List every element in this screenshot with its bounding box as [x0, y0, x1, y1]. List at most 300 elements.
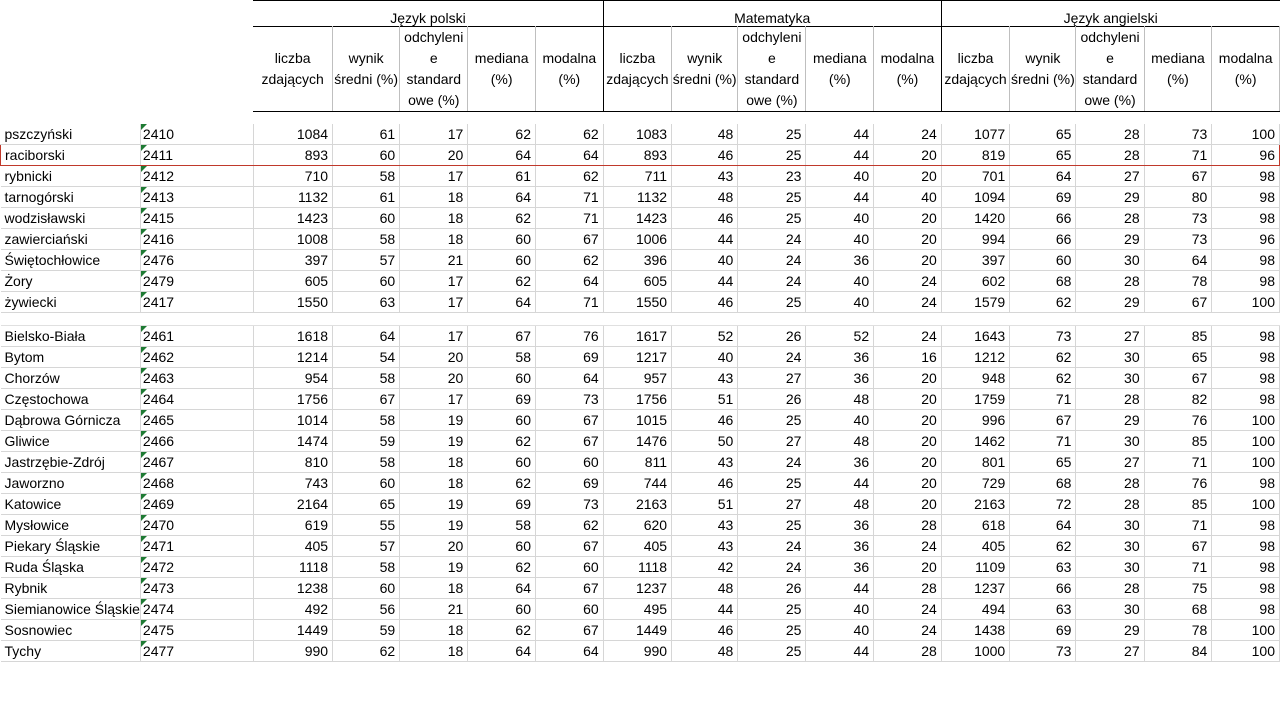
cell-value[interactable]: 67	[468, 326, 536, 347]
cell-value[interactable]: 44	[672, 271, 738, 292]
table-row[interactable]	[1, 229, 1280, 250]
cell-value[interactable]: 397	[253, 250, 332, 271]
cell-value[interactable]: 62	[535, 250, 603, 271]
cell-name[interactable]: Rybnik	[1, 578, 141, 599]
cell-value[interactable]: 701	[941, 166, 1009, 187]
cell-value[interactable]: 71	[1144, 145, 1212, 166]
cell-value[interactable]: 20	[874, 452, 942, 473]
cell-value[interactable]: 19	[400, 494, 468, 515]
cell-value[interactable]: 100	[1212, 124, 1280, 145]
cell-value[interactable]: 30	[1076, 515, 1144, 536]
cell-value[interactable]: 20	[874, 473, 942, 494]
cell-value[interactable]: 61	[333, 124, 400, 145]
cell-value[interactable]: 18	[400, 229, 468, 250]
cell-value[interactable]: 20	[400, 347, 468, 368]
cell-value[interactable]: 1462	[941, 431, 1009, 452]
cell-value[interactable]: 1423	[253, 208, 332, 229]
cell-value[interactable]: 65	[333, 494, 400, 515]
table-row[interactable]	[1, 124, 1280, 145]
table-row[interactable]	[1, 166, 1280, 187]
cell-value[interactable]: 36	[806, 250, 874, 271]
cell-value[interactable]: 42	[672, 557, 738, 578]
cell-value[interactable]: 25	[738, 145, 806, 166]
cell-value[interactable]: 397	[941, 250, 1009, 271]
cell-value[interactable]: 25	[738, 599, 806, 620]
cell-value[interactable]: 20	[874, 431, 942, 452]
cell-value[interactable]: 43	[672, 368, 738, 389]
cell-value[interactable]: 819	[941, 145, 1009, 166]
cell-value[interactable]: 51	[672, 494, 738, 515]
cell-value[interactable]: 1550	[603, 292, 671, 313]
cell-value[interactable]: 44	[672, 229, 738, 250]
cell-value[interactable]: 68	[1144, 599, 1212, 620]
table-row[interactable]	[1, 557, 1280, 578]
cell-value[interactable]: 30	[1076, 250, 1144, 271]
cell-value[interactable]: 40	[672, 250, 738, 271]
cell-value[interactable]: 27	[738, 431, 806, 452]
cell-value[interactable]: 60	[535, 557, 603, 578]
cell-value[interactable]: 1756	[603, 389, 671, 410]
cell-value[interactable]: 76	[535, 326, 603, 347]
cell-value[interactable]: 1438	[941, 620, 1009, 641]
cell-value[interactable]: 73	[1144, 208, 1212, 229]
cell-value[interactable]: 620	[603, 515, 671, 536]
cell-value[interactable]: 98	[1212, 166, 1280, 187]
cell-value[interactable]: 25	[738, 124, 806, 145]
cell-value[interactable]: 20	[874, 208, 942, 229]
cell-value[interactable]: 73	[535, 389, 603, 410]
cell-value[interactable]: 28	[1076, 389, 1144, 410]
cell-value[interactable]: 17	[400, 166, 468, 187]
cell-value[interactable]: 65	[1010, 145, 1076, 166]
cell-value[interactable]: 71	[1010, 389, 1076, 410]
cell-value[interactable]: 405	[941, 536, 1009, 557]
cell-value[interactable]: 40	[806, 620, 874, 641]
cell-value[interactable]: 1118	[603, 557, 671, 578]
cell-value[interactable]: 1014	[253, 410, 332, 431]
cell-value[interactable]: 60	[468, 452, 536, 473]
cell-value[interactable]: 43	[672, 515, 738, 536]
cell-value[interactable]: 24	[738, 536, 806, 557]
cell-value[interactable]: 1237	[603, 578, 671, 599]
cell-value[interactable]: 811	[603, 452, 671, 473]
cell-value[interactable]: 69	[468, 389, 536, 410]
cell-value[interactable]: 30	[1076, 599, 1144, 620]
cell-value[interactable]: 64	[535, 641, 603, 662]
cell-value[interactable]: 58	[333, 166, 400, 187]
cell-value[interactable]: 48	[672, 187, 738, 208]
cell-code[interactable]: 2473	[140, 578, 253, 599]
cell-value[interactable]: 67	[535, 620, 603, 641]
cell-value[interactable]: 60	[468, 536, 536, 557]
cell-value[interactable]: 68	[1010, 473, 1076, 494]
cell-code[interactable]: 2474	[140, 599, 253, 620]
cell-value[interactable]: 98	[1212, 473, 1280, 494]
cell-value[interactable]: 1015	[603, 410, 671, 431]
cell-value[interactable]: 62	[468, 124, 536, 145]
cell-value[interactable]: 71	[1144, 452, 1212, 473]
cell-value[interactable]: 64	[333, 326, 400, 347]
cell-value[interactable]: 64	[535, 368, 603, 389]
cell-value[interactable]: 18	[400, 473, 468, 494]
cell-value[interactable]: 994	[941, 229, 1009, 250]
cell-value[interactable]: 36	[806, 557, 874, 578]
cell-value[interactable]: 58	[468, 347, 536, 368]
cell-value[interactable]: 66	[1010, 229, 1076, 250]
cell-value[interactable]: 64	[468, 578, 536, 599]
cell-value[interactable]: 48	[806, 389, 874, 410]
cell-value[interactable]: 28	[874, 578, 942, 599]
cell-value[interactable]: 64	[468, 187, 536, 208]
cell-value[interactable]: 67	[1144, 368, 1212, 389]
cell-value[interactable]: 24	[738, 250, 806, 271]
cell-value[interactable]: 68	[1010, 271, 1076, 292]
cell-value[interactable]: 48	[672, 641, 738, 662]
cell-value[interactable]: 28	[1076, 473, 1144, 494]
cell-value[interactable]: 1756	[253, 389, 332, 410]
cell-value[interactable]: 1132	[253, 187, 332, 208]
cell-code[interactable]: 2464	[140, 389, 253, 410]
cell-value[interactable]: 1617	[603, 326, 671, 347]
cell-name[interactable]: rybnicki	[1, 166, 141, 187]
cell-value[interactable]: 40	[806, 208, 874, 229]
cell-name[interactable]: Świętochłowice	[1, 250, 141, 271]
cell-value[interactable]: 60	[333, 271, 400, 292]
cell-value[interactable]: 60	[468, 250, 536, 271]
cell-value[interactable]: 66	[1010, 578, 1076, 599]
cell-value[interactable]: 62	[468, 271, 536, 292]
cell-value[interactable]: 48	[806, 494, 874, 515]
cell-value[interactable]: 46	[672, 208, 738, 229]
cell-code[interactable]: 2461	[140, 326, 253, 347]
cell-value[interactable]: 24	[874, 599, 942, 620]
cell-value[interactable]: 40	[806, 292, 874, 313]
cell-code[interactable]: 2471	[140, 536, 253, 557]
cell-value[interactable]: 62	[535, 124, 603, 145]
cell-value[interactable]: 29	[1076, 620, 1144, 641]
cell-value[interactable]: 80	[1144, 187, 1212, 208]
cell-value[interactable]: 18	[400, 208, 468, 229]
cell-value[interactable]: 67	[535, 229, 603, 250]
cell-value[interactable]: 67	[535, 431, 603, 452]
cell-name[interactable]: Mysłowice	[1, 515, 141, 536]
cell-value[interactable]: 24	[738, 347, 806, 368]
cell-value[interactable]: 20	[874, 145, 942, 166]
cell-code[interactable]: 2417	[140, 292, 253, 313]
cell-value[interactable]: 82	[1144, 389, 1212, 410]
cell-value[interactable]: 62	[535, 515, 603, 536]
cell-value[interactable]: 60	[333, 145, 400, 166]
cell-value[interactable]: 28	[1076, 208, 1144, 229]
cell-value[interactable]: 67	[1010, 410, 1076, 431]
cell-code[interactable]: 2411	[140, 145, 253, 166]
cell-value[interactable]: 27	[738, 368, 806, 389]
table-row[interactable]	[1, 208, 1280, 229]
cell-value[interactable]: 64	[1010, 166, 1076, 187]
cell-name[interactable]: Jastrzębie-Zdrój	[1, 452, 141, 473]
cell-value[interactable]: 72	[1010, 494, 1076, 515]
cell-value[interactable]: 996	[941, 410, 1009, 431]
cell-value[interactable]: 24	[738, 452, 806, 473]
cell-value[interactable]: 43	[672, 166, 738, 187]
cell-value[interactable]: 1083	[603, 124, 671, 145]
cell-value[interactable]: 71	[1144, 557, 1212, 578]
table-row[interactable]	[1, 473, 1280, 494]
cell-value[interactable]: 17	[400, 292, 468, 313]
cell-value[interactable]: 1618	[253, 326, 332, 347]
cell-value[interactable]: 990	[603, 641, 671, 662]
cell-value[interactable]: 1420	[941, 208, 1009, 229]
cell-name[interactable]: pszczyński	[1, 124, 141, 145]
cell-value[interactable]: 71	[1144, 515, 1212, 536]
cell-name[interactable]: żywiecki	[1, 292, 141, 313]
cell-code[interactable]: 2416	[140, 229, 253, 250]
cell-value[interactable]: 58	[333, 557, 400, 578]
cell-value[interactable]: 71	[535, 292, 603, 313]
cell-value[interactable]: 1238	[253, 578, 332, 599]
cell-value[interactable]: 20	[400, 536, 468, 557]
cell-value[interactable]: 18	[400, 452, 468, 473]
cell-name[interactable]: Bielsko-Biała	[1, 326, 141, 347]
cell-value[interactable]: 30	[1076, 536, 1144, 557]
cell-value[interactable]: 25	[738, 208, 806, 229]
cell-value[interactable]: 64	[1144, 250, 1212, 271]
cell-value[interactable]: 30	[1076, 431, 1144, 452]
cell-value[interactable]: 73	[535, 494, 603, 515]
cell-value[interactable]: 17	[400, 271, 468, 292]
cell-value[interactable]: 63	[1010, 599, 1076, 620]
cell-value[interactable]: 20	[874, 410, 942, 431]
cell-value[interactable]: 60	[468, 410, 536, 431]
cell-value[interactable]: 98	[1212, 208, 1280, 229]
cell-name[interactable]: tarnogórski	[1, 187, 141, 208]
cell-name[interactable]: Jaworzno	[1, 473, 141, 494]
cell-code[interactable]: 2477	[140, 641, 253, 662]
cell-value[interactable]: 64	[535, 145, 603, 166]
cell-value[interactable]: 1643	[941, 326, 1009, 347]
cell-value[interactable]: 25	[738, 515, 806, 536]
cell-value[interactable]: 711	[603, 166, 671, 187]
cell-value[interactable]: 60	[535, 599, 603, 620]
cell-value[interactable]: 84	[1144, 641, 1212, 662]
cell-value[interactable]: 29	[1076, 229, 1144, 250]
cell-value[interactable]: 18	[400, 578, 468, 599]
cell-value[interactable]: 60	[468, 368, 536, 389]
cell-value[interactable]: 36	[806, 452, 874, 473]
table-row[interactable]	[1, 326, 1280, 347]
cell-value[interactable]: 85	[1144, 494, 1212, 515]
cell-value[interactable]: 60	[333, 578, 400, 599]
cell-value[interactable]: 65	[1010, 452, 1076, 473]
cell-value[interactable]: 24	[738, 271, 806, 292]
cell-value[interactable]: 44	[806, 124, 874, 145]
cell-code[interactable]: 2472	[140, 557, 253, 578]
cell-value[interactable]: 62	[1010, 536, 1076, 557]
cell-value[interactable]: 23	[738, 166, 806, 187]
cell-value[interactable]: 60	[333, 473, 400, 494]
cell-value[interactable]: 1077	[941, 124, 1009, 145]
cell-value[interactable]: 98	[1212, 326, 1280, 347]
cell-value[interactable]: 75	[1144, 578, 1212, 599]
cell-value[interactable]: 100	[1212, 641, 1280, 662]
cell-code[interactable]: 2476	[140, 250, 253, 271]
table-row[interactable]	[1, 292, 1280, 313]
cell-value[interactable]: 602	[941, 271, 1009, 292]
cell-value[interactable]: 1550	[253, 292, 332, 313]
cell-value[interactable]: 98	[1212, 599, 1280, 620]
cell-value[interactable]: 36	[806, 515, 874, 536]
cell-value[interactable]: 57	[333, 250, 400, 271]
table-row[interactable]	[1, 578, 1280, 599]
cell-value[interactable]: 60	[333, 208, 400, 229]
cell-value[interactable]: 100	[1212, 431, 1280, 452]
cell-value[interactable]: 19	[400, 410, 468, 431]
cell-value[interactable]: 100	[1212, 620, 1280, 641]
table-row[interactable]	[1, 641, 1280, 662]
cell-value[interactable]: 73	[1010, 641, 1076, 662]
cell-value[interactable]: 1217	[603, 347, 671, 368]
table-row[interactable]	[1, 389, 1280, 410]
cell-value[interactable]: 1118	[253, 557, 332, 578]
cell-value[interactable]: 57	[333, 536, 400, 557]
cell-value[interactable]: 28	[1076, 578, 1144, 599]
table-row[interactable]	[1, 620, 1280, 641]
cell-value[interactable]: 28	[1076, 494, 1144, 515]
cell-value[interactable]: 27	[1076, 452, 1144, 473]
cell-value[interactable]: 40	[672, 347, 738, 368]
cell-value[interactable]: 618	[941, 515, 1009, 536]
cell-value[interactable]: 957	[603, 368, 671, 389]
cell-value[interactable]: 990	[253, 641, 332, 662]
cell-value[interactable]: 30	[1076, 347, 1144, 368]
cell-value[interactable]: 27	[1076, 326, 1144, 347]
cell-value[interactable]: 48	[806, 431, 874, 452]
cell-value[interactable]: 18	[400, 620, 468, 641]
cell-value[interactable]: 67	[535, 578, 603, 599]
table-row[interactable]	[1, 271, 1280, 292]
cell-value[interactable]: 76	[1144, 473, 1212, 494]
cell-value[interactable]: 27	[738, 494, 806, 515]
cell-value[interactable]: 20	[400, 368, 468, 389]
cell-name[interactable]: Chorzów	[1, 368, 141, 389]
cell-value[interactable]: 25	[738, 620, 806, 641]
cell-value[interactable]: 52	[672, 326, 738, 347]
cell-name[interactable]: Sosnowiec	[1, 620, 141, 641]
table-row[interactable]	[1, 536, 1280, 557]
cell-value[interactable]: 58	[468, 515, 536, 536]
cell-value[interactable]: 46	[672, 473, 738, 494]
cell-value[interactable]: 78	[1144, 271, 1212, 292]
cell-value[interactable]: 69	[1010, 620, 1076, 641]
cell-value[interactable]: 25	[738, 473, 806, 494]
cell-value[interactable]: 495	[603, 599, 671, 620]
cell-value[interactable]: 44	[672, 599, 738, 620]
cell-value[interactable]: 1006	[603, 229, 671, 250]
cell-value[interactable]: 26	[738, 389, 806, 410]
cell-value[interactable]: 29	[1076, 410, 1144, 431]
cell-code[interactable]: 2470	[140, 515, 253, 536]
cell-value[interactable]: 98	[1212, 368, 1280, 389]
cell-value[interactable]: 58	[333, 452, 400, 473]
cell-value[interactable]: 17	[400, 389, 468, 410]
cell-value[interactable]: 17	[400, 326, 468, 347]
cell-value[interactable]: 51	[672, 389, 738, 410]
cell-code[interactable]: 2410	[140, 124, 253, 145]
cell-value[interactable]: 19	[400, 557, 468, 578]
cell-value[interactable]: 24	[874, 124, 942, 145]
cell-value[interactable]: 52	[806, 326, 874, 347]
cell-value[interactable]: 44	[806, 578, 874, 599]
cell-value[interactable]: 63	[1010, 557, 1076, 578]
cell-value[interactable]: 67	[535, 536, 603, 557]
cell-name[interactable]: Tychy	[1, 641, 141, 662]
cell-value[interactable]: 59	[333, 431, 400, 452]
cell-value[interactable]: 64	[468, 641, 536, 662]
cell-value[interactable]: 954	[253, 368, 332, 389]
cell-value[interactable]: 20	[874, 389, 942, 410]
cell-value[interactable]: 494	[941, 599, 1009, 620]
cell-value[interactable]: 1237	[941, 578, 1009, 599]
table-row[interactable]	[1, 452, 1280, 473]
cell-value[interactable]: 21	[400, 250, 468, 271]
cell-value[interactable]: 58	[333, 368, 400, 389]
cell-value[interactable]: 948	[941, 368, 1009, 389]
cell-value[interactable]: 98	[1212, 187, 1280, 208]
cell-value[interactable]: 64	[535, 271, 603, 292]
cell-value[interactable]: 1212	[941, 347, 1009, 368]
cell-value[interactable]: 17	[400, 124, 468, 145]
cell-value[interactable]: 100	[1212, 410, 1280, 431]
cell-value[interactable]: 48	[672, 578, 738, 599]
cell-value[interactable]: 67	[535, 410, 603, 431]
cell-value[interactable]: 27	[1076, 641, 1144, 662]
cell-value[interactable]: 20	[874, 368, 942, 389]
cell-value[interactable]: 62	[468, 208, 536, 229]
cell-value[interactable]: 44	[806, 641, 874, 662]
cell-name[interactable]: Częstochowa	[1, 389, 141, 410]
cell-value[interactable]: 78	[1144, 620, 1212, 641]
cell-value[interactable]: 1474	[253, 431, 332, 452]
table-row[interactable]	[1, 187, 1280, 208]
cell-value[interactable]: 19	[400, 515, 468, 536]
cell-value[interactable]: 2163	[603, 494, 671, 515]
cell-value[interactable]: 61	[333, 187, 400, 208]
table-row[interactable]	[1, 368, 1280, 389]
cell-value[interactable]: 36	[806, 347, 874, 368]
cell-value[interactable]: 605	[603, 271, 671, 292]
cell-value[interactable]: 24	[874, 292, 942, 313]
cell-value[interactable]: 59	[333, 620, 400, 641]
cell-value[interactable]: 58	[333, 229, 400, 250]
cell-code[interactable]: 2467	[140, 452, 253, 473]
cell-value[interactable]: 20	[874, 166, 942, 187]
cell-value[interactable]: 405	[603, 536, 671, 557]
cell-value[interactable]: 62	[468, 620, 536, 641]
cell-value[interactable]: 20	[874, 229, 942, 250]
cell-code[interactable]: 2412	[140, 166, 253, 187]
cell-value[interactable]: 1449	[253, 620, 332, 641]
cell-name[interactable]: Ruda Śląska	[1, 557, 141, 578]
cell-name[interactable]: Gliwice	[1, 431, 141, 452]
table-row[interactable]	[1, 599, 1280, 620]
cell-value[interactable]: 1084	[253, 124, 332, 145]
cell-value[interactable]: 20	[874, 250, 942, 271]
cell-value[interactable]: 100	[1212, 494, 1280, 515]
cell-value[interactable]: 43	[672, 536, 738, 557]
table-row[interactable]	[1, 494, 1280, 515]
cell-value[interactable]: 1008	[253, 229, 332, 250]
cell-code[interactable]: 2475	[140, 620, 253, 641]
